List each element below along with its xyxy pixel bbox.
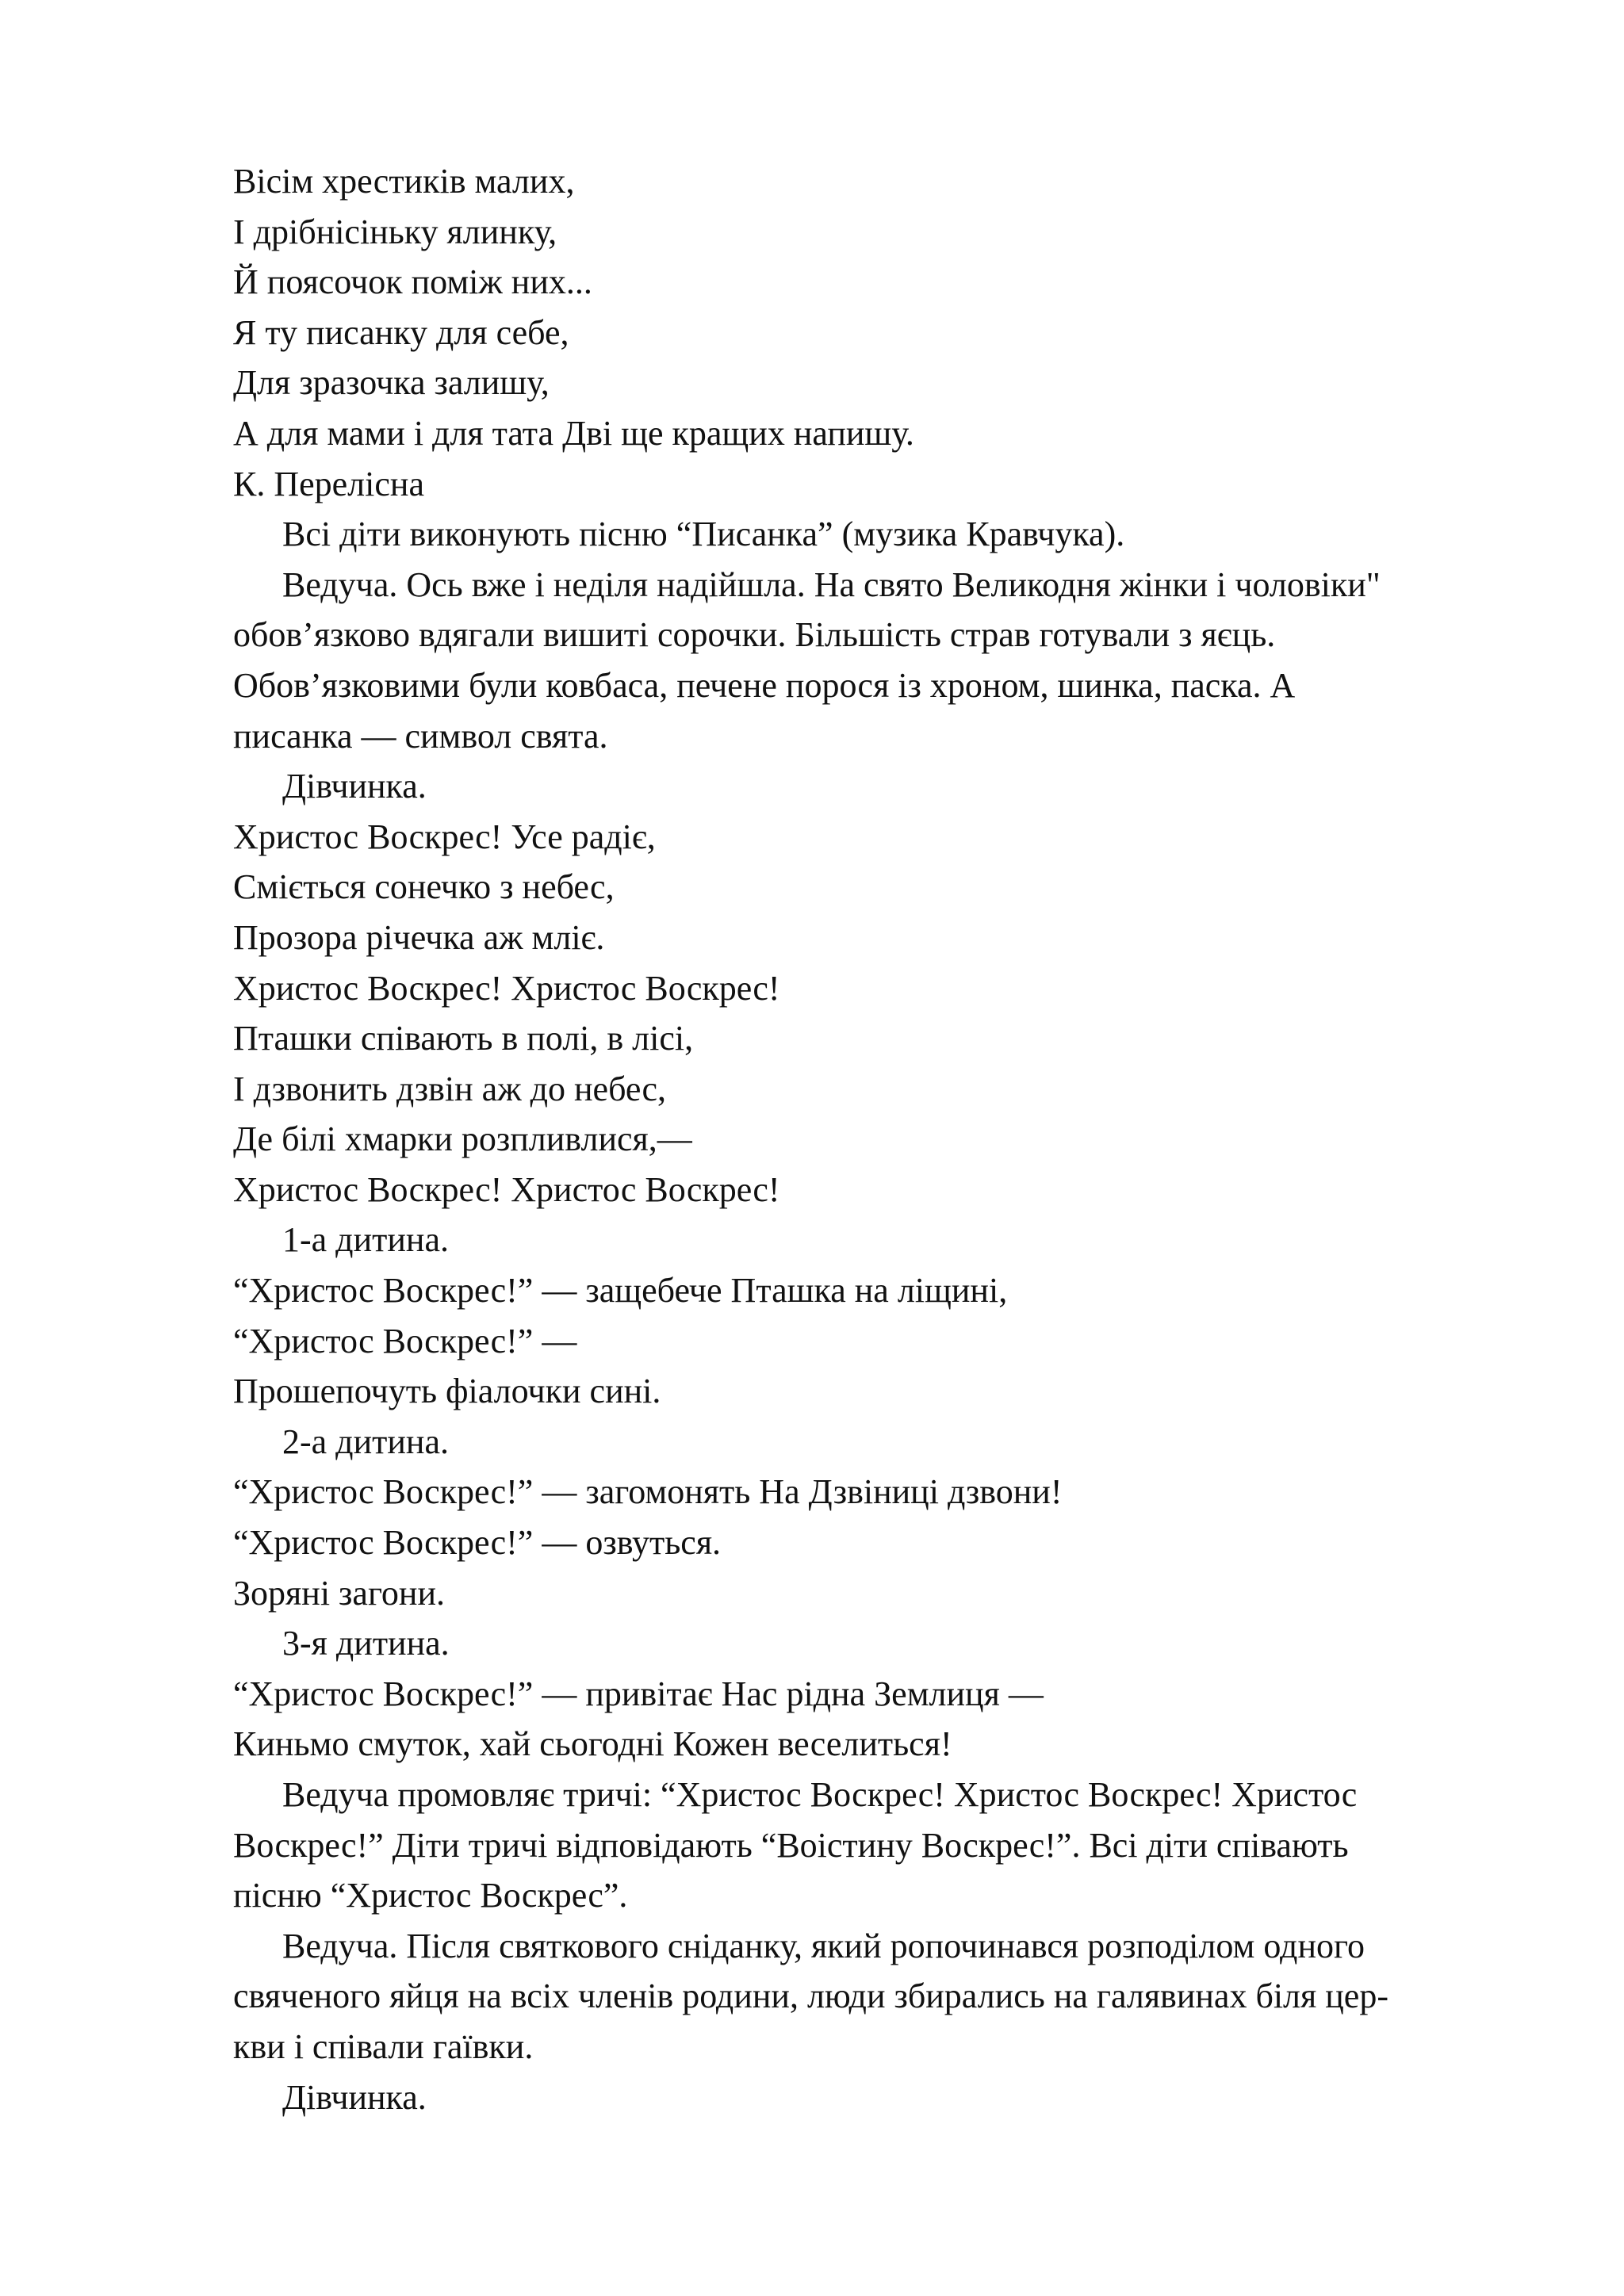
text-line: Вісім хрестиків малих, [233, 162, 575, 201]
text-line: Дівчинка. [282, 767, 427, 806]
text-line: Дівчинка. [282, 2077, 427, 2117]
text-line: Й поясочок поміж них... [233, 262, 592, 302]
text-line: “Христос Воскрес!” — загомонять На Дзвіниці дзвони! [233, 1472, 1063, 1512]
text-line: 3-я дитина. [282, 1624, 450, 1663]
text-line: Зоряні загони. [233, 1573, 446, 1613]
text-line: Ведуча промовляє тричі: “Христос Воскрес! Христос Воскрес! Христос [282, 1775, 1358, 1814]
text-line: Киньмо смуток, хай сьогодні Кожен веселиться! [233, 1724, 952, 1764]
text-line: “Христос Воскрес!” — озвуться. [233, 1523, 722, 1563]
document-text [233, 156, 1534, 2122]
text-line: кви і співали гаївки. [233, 2026, 534, 2066]
text-line: “Христос Воскрес!” — привітає Нас рідна Землиця — [233, 1674, 1044, 1713]
text-line: А для мами і для тата Дві ще кращих напишу. [233, 413, 914, 453]
text-line: Ведуча. Після святкового сніданку, який ропочинався розподілом одного [282, 1926, 1365, 1965]
text-line: Христос Воскрес! Усе радіє, [233, 817, 656, 856]
text-line: пісню “Христос Воскрес”. [233, 1876, 628, 1915]
text-line: І дзвонить дзвін аж до небес, [233, 1069, 667, 1108]
text-line: І дрібнісіньку ялинку, [233, 212, 557, 251]
text-line: писанка — символ свята. [233, 716, 608, 756]
text-line: Прозора річечка аж мліє. [233, 917, 605, 957]
text-line: “Христос Воскрес!” — защебече Пташка на ліщині, [233, 1271, 1008, 1311]
text-line: 1-а дитина. [282, 1220, 449, 1260]
text-line: свяченого яйця на всіх членів родини, люди збирались на галявинах біля цер- [233, 1976, 1388, 2016]
text-line: Всі діти виконують пісню “Писанка” (музика Кравчука). [282, 515, 1125, 554]
text-line: Воскрес!” Діти тричі відповідають “Воістину Воскрес!”. Всі діти співають [233, 1825, 1349, 1865]
text-line: 2-а дитина. [282, 1422, 449, 1461]
text-line: Обов’язковими були ковбаса, печене порося із хроном, шинка, паска. А [233, 665, 1296, 705]
text-line: Пташки співають в полі, в лісі, [233, 1019, 694, 1058]
text-line: Я ту писанку для себе, [233, 312, 569, 352]
text-line: К. Перелісна [233, 464, 424, 503]
text-line: Для зразочка залишу, [233, 363, 550, 403]
text-line: Христос Воскрес! Христос Воскрес! [233, 1169, 780, 1209]
text-line: Христос Воскрес! Христос Воскрес! [233, 968, 780, 1008]
text-line: Прошепочуть фіалочки сині. [233, 1372, 661, 1411]
text-line: обов’язково вдягали вишиті сорочки. Більшість страв готували з яєць. [233, 615, 1276, 655]
text-line: Де білі хмарки розпливлися,— [233, 1119, 692, 1159]
text-line: Сміється сонечко з небес, [233, 867, 615, 907]
text-line: Ведуча. Ось вже і неділя надійшла. На свято Великодня жінки і чоловіки" [282, 564, 1381, 604]
text-line: “Христос Воскрес!” — [233, 1321, 577, 1360]
